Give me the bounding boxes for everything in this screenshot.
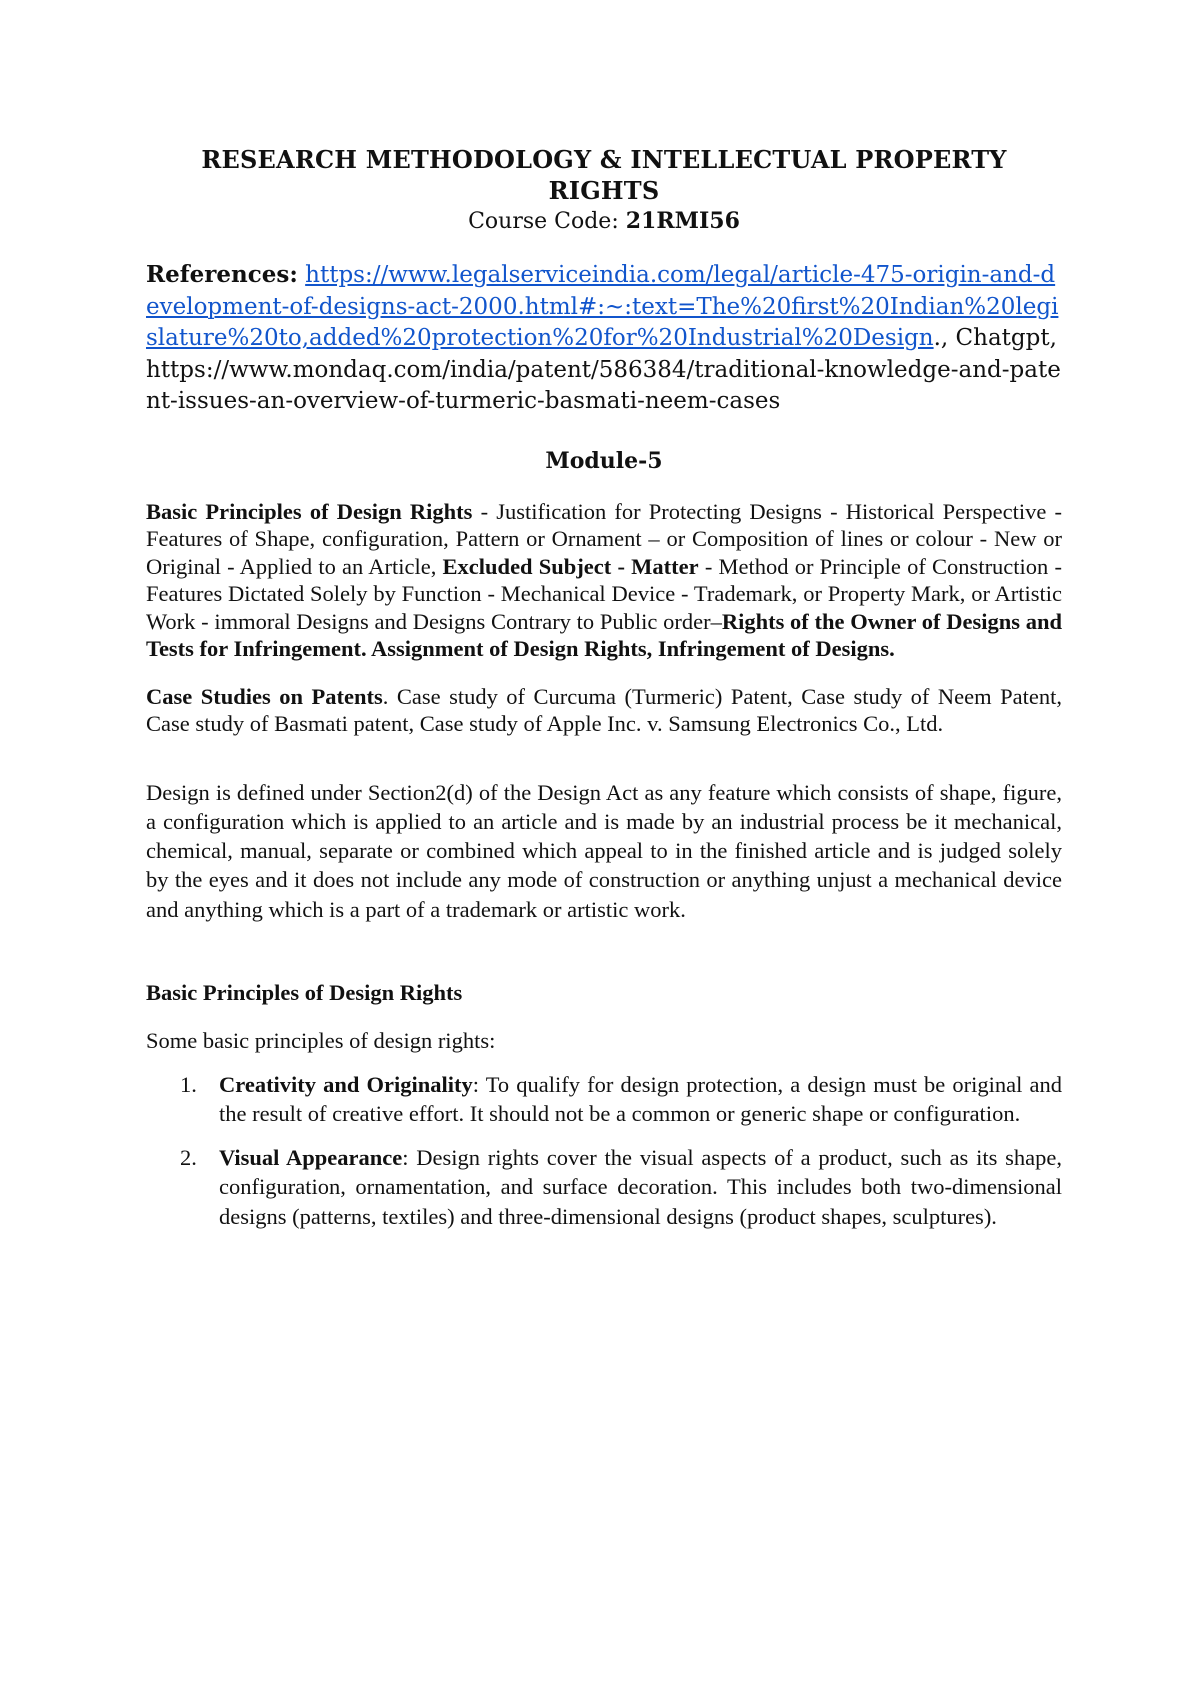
- references-label: References:: [146, 261, 298, 288]
- design-definition-paragraph: Design is defined under Section2(d) of the Design Act as any feature which consists of shape, figure, a configuration which is applied to an article and is made by an industrial process be it mechanical, chemical, manual, separate or combined which appeal to in the finished article and is judged solely by the eyes and it does not include any mode of construction or anything unjust a mechanical device and anything which is a part of a trademark or artistic work.: [146, 779, 1062, 922]
- course-code-value: 21RMI56: [625, 208, 740, 234]
- list-item: [146, 1143, 1062, 1232]
- syllabus-heading-design-rights: Basic Principles of Design Rights: [146, 498, 473, 524]
- references-block: [146, 259, 1062, 418]
- syllabus-heading-rights-owner: Rights of the Owner of Designs and Tests for Infringement. Assignment of Design Rights, Infringement of Designs.: [146, 608, 1062, 661]
- list-item-text: : To qualify for design protection, a design must be original and the result of creative effort. It should not be a common or generic shape or configuration.: [219, 1071, 1062, 1127]
- module-title: Module-5: [545, 447, 663, 474]
- list-item-number: 2.: [180, 1144, 197, 1170]
- references-after-link: ., Chatgpt,: [933, 325, 1057, 351]
- list-item-text: : Design rights cover the visual aspects of a product, such as its shape, configuration, ornamentation, and surface decoration. This includes both two-dimensional designs (patterns, textiles) and three-dimensional designs (product shapes, sculptures).: [219, 1144, 1062, 1229]
- case-studies-paragraph: [146, 683, 1062, 738]
- principles-list: [146, 1070, 1062, 1232]
- case-studies-text: . Case study of Curcuma (Turmeric) Patent, Case study of Neem Patent, Case study of Basmati patent, Case study of Apple Inc. v. Samsung Electronics Co., Ltd.: [146, 683, 1062, 736]
- legalserviceindia-link[interactable]: https://www.legalserviceindia.com/legal/article-475-origin-and-development-of-designs-act-2000.html#:~:text=The%20first%20Indian%20legislature%20to,added%20protection%20for%20Industrial%20Design: [146, 262, 1059, 351]
- mondaq-reference: https://www.mondaq.com/india/patent/586384/traditional-knowledge-and-patent-issues-an-overview-of-turmeric-basmati-neem-cases: [146, 356, 1061, 414]
- course-code-label: Course Code:: [468, 209, 626, 234]
- syllabus-text-1: - Justification for Protecting Designs - Historical Perspective - Features of Shape, configuration, Pattern or Ornament – or Composition of lines or colour - New or Original - Applied to an Article,: [146, 498, 1062, 579]
- principles-heading: Basic Principles of Design Rights: [146, 979, 463, 1005]
- list-item-term: Visual Appearance: [219, 1144, 403, 1170]
- list-item: [146, 1070, 1062, 1129]
- case-studies-heading: Case Studies on Patents: [146, 683, 383, 709]
- list-item-term: Creativity and Originality: [219, 1071, 473, 1097]
- syllabus-text-2: - Method or Principle of Construction - Features Dictated Solely by Function - Mechanical Device - Trademark, or Property Mark, or Artistic Work - immoral Designs and Designs Contrary to Public order–: [146, 553, 1062, 634]
- document-title: RESEARCH METHODOLOGY & INTELLECTUAL PROPERTY RIGHTS: [201, 145, 1007, 205]
- list-item-number: 1.: [180, 1071, 197, 1097]
- syllabus-heading-excluded: Excluded Subject - Matter: [442, 553, 699, 579]
- syllabus-paragraph: [146, 498, 1062, 663]
- course-code-line: [146, 206, 1062, 237]
- principles-intro: Some basic principles of design rights:: [146, 1027, 496, 1053]
